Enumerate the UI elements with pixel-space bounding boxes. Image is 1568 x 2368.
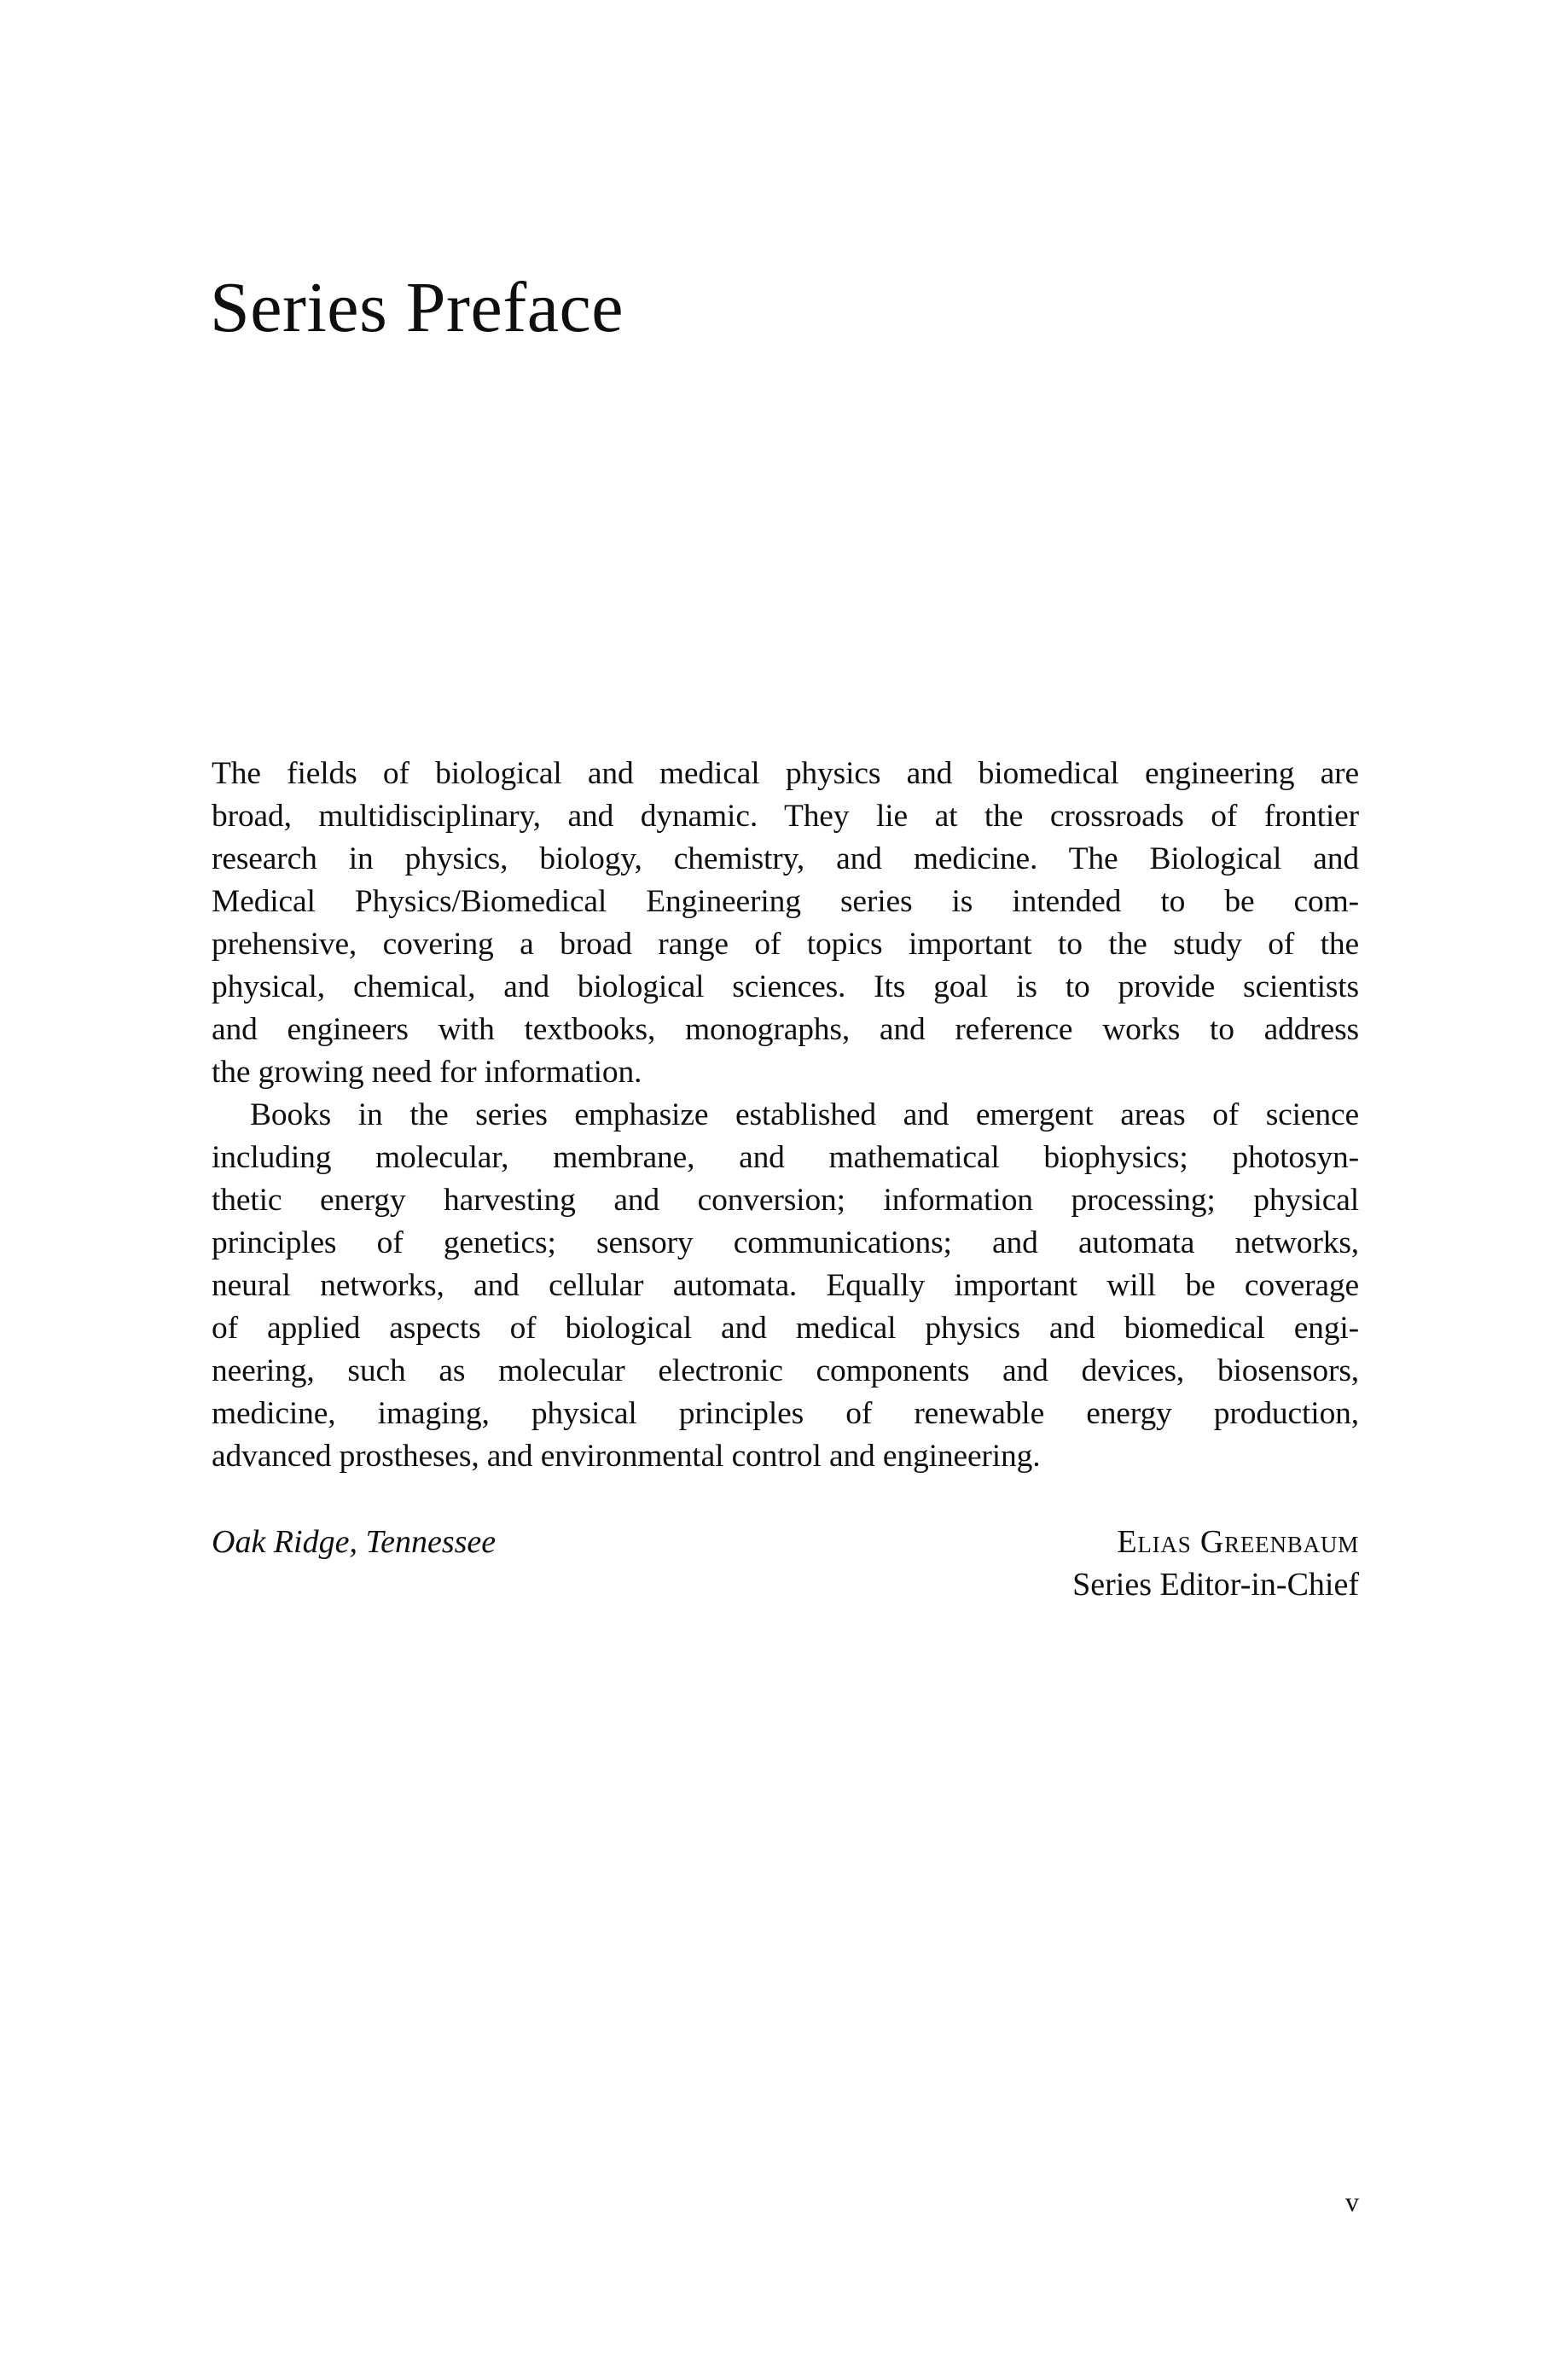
signature-place: Oak Ridge, Tennessee xyxy=(212,1524,497,1560)
paragraph-line: and engineers with textbooks, monographs, and reference works to address xyxy=(212,1012,1359,1047)
page-number: v xyxy=(1345,2186,1359,2217)
editor-name: Elias Greenbaum xyxy=(1117,1524,1359,1560)
page-title: Series Preface xyxy=(210,268,624,347)
paragraph-line: Medical Physics/Biomedical Engineering series is intended to be com- xyxy=(212,884,1359,919)
paragraph-line: advanced prostheses, and environmental control and engineering. xyxy=(212,1439,1041,1474)
editor-role: Series Editor-in-Chief xyxy=(1072,1567,1359,1603)
paragraph-line: neural networks, and cellular automata. Equally important will be coverage xyxy=(212,1268,1359,1303)
preface-body xyxy=(212,753,1359,1478)
paragraph-line: including molecular, membrane, and mathematical biophysics; photosyn- xyxy=(212,1140,1359,1175)
signature-block xyxy=(212,1521,1359,1606)
paragraph-line: medicine, imaging, physical principles of renewable energy production, xyxy=(212,1396,1359,1431)
paragraph-line: thetic energy harvesting and conversion; information processing; physical xyxy=(212,1183,1359,1218)
paragraph-line: research in physics, biology, chemistry, and medicine. The Biological and xyxy=(212,841,1359,876)
paragraph-line: neering, such as molecular electronic components and devices, biosensors, xyxy=(212,1353,1359,1388)
signature-editor xyxy=(1072,1521,1359,1606)
paragraph-line: the growing need for information. xyxy=(212,1055,642,1090)
paragraph xyxy=(212,753,1359,1094)
paragraph-line: physical, chemical, and biological sciences. Its goal is to provide scientists xyxy=(212,969,1359,1004)
paragraph-line: of applied aspects of biological and medical physics and biomedical engi- xyxy=(212,1311,1359,1346)
paragraph xyxy=(212,1094,1359,1478)
paragraph-line: broad, multidisciplinary, and dynamic. They lie at the crossroads of frontier xyxy=(212,799,1359,834)
paragraph-line: prehensive, covering a broad range of topics important to the study of the xyxy=(212,927,1359,962)
paragraph-line: The fields of biological and medical physics and biomedical engineering are xyxy=(212,756,1359,791)
paragraph-line: Books in the series emphasize established and emergent areas of science xyxy=(250,1097,1359,1132)
paragraph-line: principles of genetics; sensory communications; and automata networks, xyxy=(212,1225,1359,1260)
